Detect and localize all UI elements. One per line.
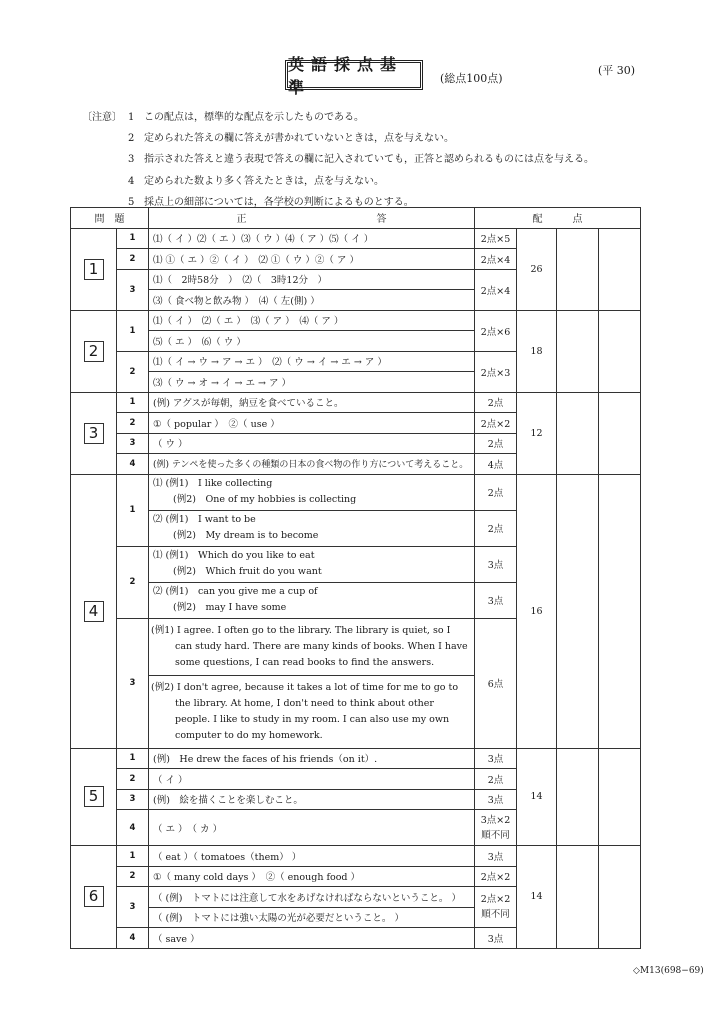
note-item: 4 定められた数より多く答えたときは，点を与えない。 bbox=[128, 175, 384, 187]
note-item: 2 定められた答えの欄に答えが書かれていないときは，点を与えない。 bbox=[128, 133, 454, 145]
question-number: 4 bbox=[117, 454, 149, 475]
total-points: (総点100点) bbox=[440, 72, 503, 85]
score-box bbox=[599, 310, 641, 392]
table-row bbox=[71, 392, 641, 413]
points-cell: 3点×2 順不同 bbox=[475, 810, 517, 846]
score-box bbox=[599, 846, 641, 949]
answer-cell: （ eat ）（ tomatoes（them） ） bbox=[149, 846, 475, 867]
score-box bbox=[557, 846, 599, 949]
points-cell: 2点 bbox=[475, 433, 517, 454]
table-row bbox=[71, 310, 641, 331]
points-cell: 2点×4 bbox=[475, 269, 517, 310]
answer-cell: ⑶（ 食べ物と飲み物 ） ⑷（ 左(側) ） bbox=[149, 290, 475, 311]
question-number: 1 bbox=[117, 474, 149, 546]
points-cell: 2点 bbox=[475, 474, 517, 510]
answer-cell: （ save ） bbox=[149, 928, 475, 949]
points-cell: 2点 bbox=[475, 769, 517, 790]
answer-cell: （ (例) トマトには強い太陽の光が必要だということ。 ） bbox=[149, 907, 475, 928]
question-number: 2 bbox=[117, 413, 149, 434]
answer-cell: (例) テンペを使った多くの種類の日本の食べ物の作り方について考えること。 bbox=[149, 454, 475, 475]
section-total: 16 bbox=[517, 474, 557, 748]
answer-cell: （ ウ ） bbox=[149, 433, 475, 454]
table-row bbox=[71, 748, 641, 769]
answer-cell: （ エ ） （ カ ） bbox=[149, 810, 475, 846]
score-box bbox=[557, 310, 599, 392]
score-box bbox=[557, 228, 599, 310]
header-answer: 正 答 bbox=[149, 208, 475, 229]
answer-cell: ⑴（ イ ） ⑵（ エ ） ⑶（ ア ） ⑷（ ア ） bbox=[149, 310, 475, 331]
answer-cell: （ イ ） bbox=[149, 769, 475, 790]
score-box bbox=[557, 748, 599, 846]
table-row bbox=[71, 228, 641, 249]
answer-cell: (例1) I agree. I often go to the library. The library is quiet, so I can study hard. There are many kinds of books. When I have some questions, I can read books to find the answers. bbox=[149, 618, 475, 675]
section-total: 14 bbox=[517, 846, 557, 949]
question-number: 4 bbox=[117, 810, 149, 846]
answer-cell: (例) 絵を描くことを楽しむこと。 bbox=[149, 789, 475, 810]
answer-cell: ①（ many cold days ） ②（ enough food ） bbox=[149, 866, 475, 887]
notes-label: 〔注意〕 bbox=[82, 112, 122, 123]
section-number: 4 bbox=[71, 474, 117, 748]
points-cell: 4点 bbox=[475, 454, 517, 475]
table-row bbox=[71, 474, 641, 510]
points-cell: 3点 bbox=[475, 546, 517, 582]
question-number: 2 bbox=[117, 351, 149, 392]
answer-cell: ⑴（ イ → ウ → ア → エ ） ⑵（ ウ → イ → エ → ア ） bbox=[149, 351, 475, 372]
answer-cell: ⑶（ ウ → オ → イ → エ → ア ） bbox=[149, 372, 475, 393]
answer-cell: (例2) I don't agree, because it takes a lot of time for me to go to the library. At home, I don't need to think about other people. I like to study in my room. I can also use my own computer to do my homework. bbox=[149, 675, 475, 748]
points-cell: 2点 bbox=[475, 510, 517, 546]
header-points: 配 点 bbox=[475, 208, 641, 229]
points-cell: 3点 bbox=[475, 748, 517, 769]
question-number: 3 bbox=[117, 618, 149, 748]
note-item: 1 この配点は，標準的な配点を示したものである。 bbox=[128, 112, 364, 123]
answer-cell: ⑵ (例1) I want to be (例2) My dream is to become bbox=[149, 510, 475, 546]
points-cell: 2点×3 bbox=[475, 351, 517, 392]
scoring-table bbox=[70, 207, 641, 949]
answer-cell: ⑸（ エ ） ⑹（ ウ ） bbox=[149, 331, 475, 352]
question-number: 3 bbox=[117, 433, 149, 454]
section-number: 6 bbox=[71, 846, 117, 949]
question-number: 3 bbox=[117, 887, 149, 928]
note-item: 5 採点上の細部については，各学校の判断によるものとする。 bbox=[128, 196, 414, 208]
answer-cell: ⑴（ 2時58分 ） ⑵（ 3時12分 ） bbox=[149, 269, 475, 290]
section-total: 14 bbox=[517, 748, 557, 846]
footer-code: ◇M13(698−69) bbox=[633, 966, 704, 976]
question-number: 3 bbox=[117, 269, 149, 310]
question-number: 2 bbox=[117, 769, 149, 790]
section-total: 26 bbox=[517, 228, 557, 310]
points-cell: 2点×2 bbox=[475, 866, 517, 887]
points-cell: 2点×2 bbox=[475, 413, 517, 434]
score-box bbox=[599, 474, 641, 748]
answer-cell: (例) He drew the faces of his friends（on it）. bbox=[149, 748, 475, 769]
table-header-row bbox=[71, 208, 641, 229]
answer-cell: ⑴（ イ ）⑵（ エ ）⑶（ ウ ）⑷（ ア ）⑸（ イ ） bbox=[149, 228, 475, 249]
answer-cell: (例) アグスが毎朝，納豆を食べていること。 bbox=[149, 392, 475, 413]
score-box bbox=[557, 474, 599, 748]
points-cell: 3点 bbox=[475, 789, 517, 810]
question-number: 1 bbox=[117, 392, 149, 413]
question-number: 4 bbox=[117, 928, 149, 949]
question-number: 1 bbox=[117, 748, 149, 769]
answer-cell: ⑴ ①（ エ ）②（ イ ） ⑵ ①（ ウ ）②（ ア ） bbox=[149, 249, 475, 270]
section-number: 1 bbox=[71, 228, 117, 310]
question-number: 1 bbox=[117, 310, 149, 351]
section-total: 12 bbox=[517, 392, 557, 474]
answer-cell: ⑴ (例1) Which do you like to eat (例2) Which fruit do you want bbox=[149, 546, 475, 582]
question-number: 2 bbox=[117, 546, 149, 618]
points-cell: 3点 bbox=[475, 582, 517, 618]
points-cell: 2点×6 bbox=[475, 310, 517, 351]
points-cell: 2点×4 bbox=[475, 249, 517, 270]
score-box bbox=[557, 392, 599, 474]
points-cell: 3点 bbox=[475, 928, 517, 949]
score-box bbox=[599, 392, 641, 474]
note-item: 3 指示された答えと違う表現で答えの欄に記入されていても，正答と認められるものには点を与える。 bbox=[128, 154, 594, 166]
answer-cell: ⑴ (例1) I like collecting (例2) One of my hobbies is collecting bbox=[149, 474, 475, 510]
section-number: 3 bbox=[71, 392, 117, 474]
points-cell: 2点×5 bbox=[475, 228, 517, 249]
score-box bbox=[599, 228, 641, 310]
points-cell: 6点 bbox=[475, 618, 517, 748]
header-question: 問 題 bbox=[71, 208, 149, 229]
table-row bbox=[71, 846, 641, 867]
section-number: 5 bbox=[71, 748, 117, 846]
notes-section bbox=[82, 107, 594, 213]
points-cell: 2点 bbox=[475, 392, 517, 413]
question-number: 1 bbox=[117, 228, 149, 249]
question-number: 2 bbox=[117, 249, 149, 270]
question-number: 2 bbox=[117, 866, 149, 887]
answer-cell: （ (例) トマトには注意して水をあげなければならないということ。 ） bbox=[149, 887, 475, 908]
answer-cell: ⑵ (例1) can you give me a cup of (例2) may I have some bbox=[149, 582, 475, 618]
question-number: 3 bbox=[117, 789, 149, 810]
section-total: 18 bbox=[517, 310, 557, 392]
points-cell: 3点 bbox=[475, 846, 517, 867]
score-box bbox=[599, 748, 641, 846]
question-number: 1 bbox=[117, 846, 149, 867]
document-title: 英語採点基準 bbox=[285, 60, 423, 90]
points-cell: 2点×2 順不同 bbox=[475, 887, 517, 928]
section-number: 2 bbox=[71, 310, 117, 392]
year-label: (平 30) bbox=[598, 64, 636, 77]
answer-cell: ①（ popular ） ②（ use ） bbox=[149, 413, 475, 434]
